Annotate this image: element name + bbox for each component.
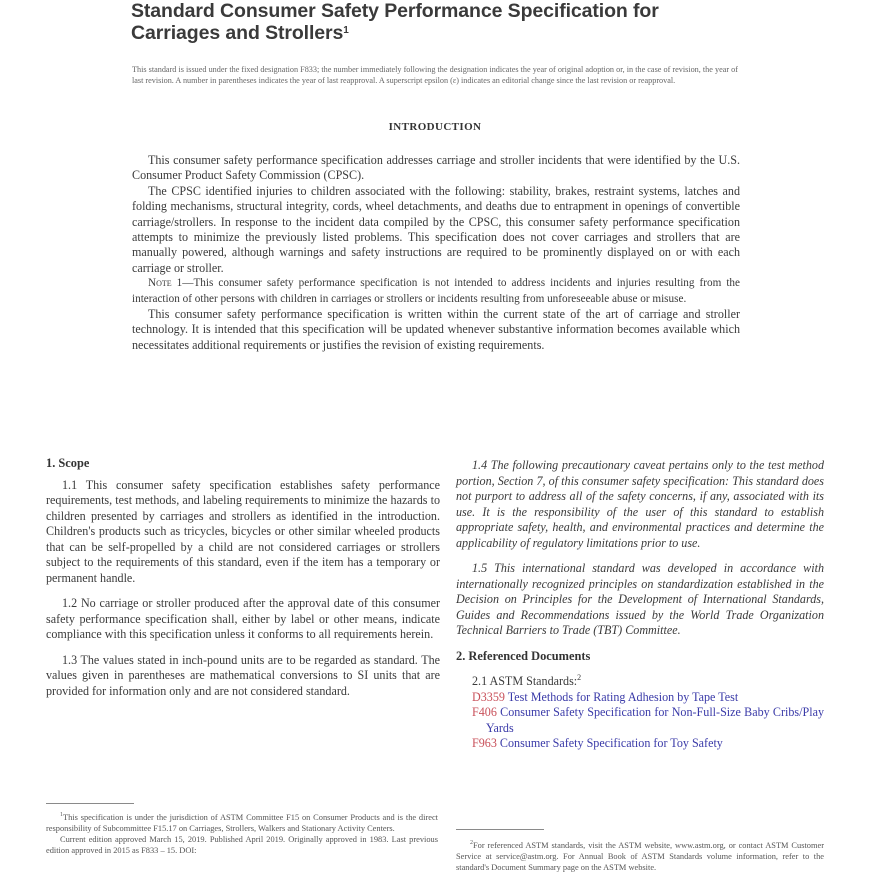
reference-title-link[interactable]: Consumer Safety Specification for Toy Safety — [499, 736, 723, 751]
scope-1-2: 1.2 No carriage or stroller produced after the approval date of this consumer safety performance specification shall, either by label or other means, indicate compliance with this specification unless it conforms to all requirements herein. — [46, 596, 440, 641]
footnote-1 — [46, 810, 438, 834]
note-text: —This consumer safety performance specification is not intended to address incidents and injuries resulting from the interaction of other persons with children in carriages or strollers or incidents resulting from unforeseeable abuse or misuse. — [132, 277, 740, 305]
reference-title-link[interactable]: Test Methods for Rating Adhesion by Tape Test — [507, 689, 739, 704]
designation-note: This standard is issued under the fixed designation F833; the number immediately following the designation indicates the year of original adoption or, in the case of revision, the year of last revision. A number in parentheses indicates the year of last reapproval. A superscript epsilon (ε) indicates an editorial change since the last revision or reapproval. — [132, 65, 738, 85]
footnote-rule-left — [46, 803, 134, 804]
left-column — [46, 456, 440, 709]
intro-note-1 — [132, 276, 740, 307]
referenced-documents-list — [456, 670, 824, 752]
title-line-2 — [131, 22, 751, 44]
title-line-1: Standard Consumer Safety Performance Specification for — [131, 0, 659, 22]
reference-item[interactable] — [456, 736, 824, 752]
astm-standards-label — [456, 670, 824, 690]
reference-code-link[interactable]: D3359 — [472, 689, 505, 704]
scope-1-5: 1.5 This international standard was developed in accordance with internationally recognized principles on standardization established in the Decision on Principles for the Development of International Standards, Guides and Recommendations issued by the World Trade Organization Technical Barriers to Trade (TBT) Committee. — [456, 561, 824, 637]
reference-code-link[interactable]: F963 — [472, 736, 497, 751]
note-label: Note 1 — [148, 277, 183, 290]
introduction-body — [132, 153, 740, 353]
scope-1-4: 1.4 The following precautionary caveat pertains only to the test method portion, Section 7, of this consumer safety specification: This standard does not purport to address all of the safety concerns, if any, associated with its use. It is the responsibility of the user of this standard to establish appropriate safety, health, and environmental practices and determine the applicability of regulatory limitations prior to use. — [456, 458, 824, 550]
footnote-rule-right — [456, 829, 544, 830]
footnotes-right — [456, 838, 824, 873]
footnote-2-text: For referenced ASTM standards, visit the ASTM website, www.astm.org, or contact ASTM Customer Service at service@astm.org. For Annual Book of ASTM Standards volume information, refer to the standard's Document Summary page on the ASTM website. — [456, 840, 824, 873]
footnote-1-marker: 1 — [60, 812, 63, 818]
document-title — [131, 0, 751, 44]
astm-standards-text: 2.1 ASTM Standards: — [472, 674, 578, 689]
title-footnote-marker: 1 — [343, 25, 349, 36]
footnote-2-marker: 2 — [470, 840, 473, 846]
scope-1-3: 1.3 The values stated in inch-pound units are to be regarded as standard. The values given in parentheses are mathematical conversions to SI units that are provided for information only and are not considered standard. — [46, 652, 440, 698]
footnotes-left — [46, 810, 438, 857]
introduction-heading: INTRODUCTION — [388, 121, 482, 133]
astm-standards-marker: 2 — [577, 673, 582, 682]
reference-item[interactable] — [456, 690, 824, 706]
referenced-documents-heading: 2. Referenced Documents — [456, 648, 591, 663]
reference-code-link[interactable]: F406 — [472, 705, 497, 720]
footnote-2 — [456, 838, 824, 873]
intro-paragraph-1: This consumer safety performance specification addresses carriage and stroller incidents that were identified by the U.S. Consumer Product Safety Commission (CPSC). — [132, 153, 740, 183]
right-column — [456, 458, 824, 752]
scope-heading: 1. Scope — [46, 456, 90, 470]
scope-1-1: 1.1 This consumer safety specification establishes safety performance requirements, test methods, and labeling requirements to minimize the hazards to children presented by carriages and strollers as identified in the introduction. Children's products such as tricycles, bicycles or other similar wheeled products that can be self-propelled by a child are not considered carriages or strollers subject to the requirements of this standard, even if the item has a temporary or permanent handle. — [46, 477, 440, 585]
reference-item[interactable] — [456, 705, 824, 736]
title-line-2-text: Carriages and Strollers — [131, 22, 344, 44]
footnote-1-text: This specification is under the jurisdiction of ASTM Committee F15 on Consumer Products and is the direct responsibility of Subcommittee F15.17 on Carriages, Strollers, Walkers and Stationary Activity Centers. — [46, 812, 438, 833]
intro-paragraph-3: This consumer safety performance specification is written within the current state of the art of carriage and stroller technology. It is intended that this specification will be updated whenever substantive information becomes available which necessitates additional requirements or justifies the revision of existing requirements. — [132, 307, 740, 352]
intro-paragraph-2: The CPSC identified injuries to children associated with the following: stability, brakes, restraint systems, latches and folding mechanisms, structural integrity, cords, wheel detachments, and deaths due to entrapment in openings of convertible carriage/strollers. In response to the incident data compiled by the CPSC, this consumer safety performance specification attempts to minimize the previously listed problems. This specification does not cover carriages and strollers that are manually powered, although warnings and safety instructions are required to be prominently displayed on or with each carriage or stroller. — [132, 183, 740, 275]
reference-title-link[interactable]: Consumer Safety Specification for Non-Full-Size Baby Cribs/Play Yards — [486, 705, 824, 735]
footnote-1-edition: Current edition approved March 15, 2019. Published April 2019. Originally approved in 1983. Last previous edition approved in 2015 as F833 – 15. DOI: — [46, 835, 438, 856]
